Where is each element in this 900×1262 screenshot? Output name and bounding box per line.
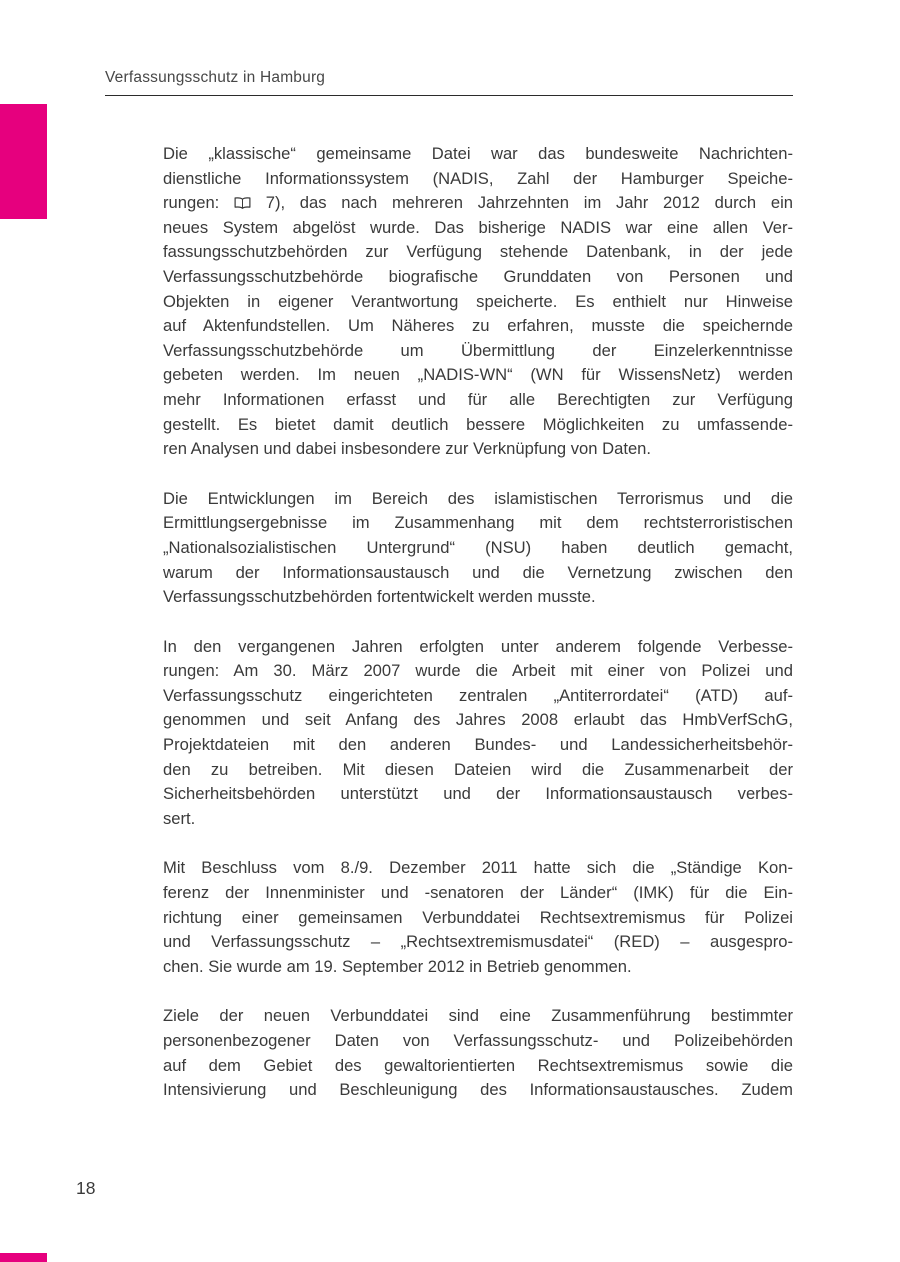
text-line: Ziele der neuen Verbunddatei sind eine Zusammenführung bestimmter [163, 1006, 793, 1026]
text-line: dienstliche Informationssystem (NADIS, Zahl der Hamburger Speiche- [163, 168, 793, 188]
text-line: sert. [163, 808, 196, 828]
text-line: Die Entwicklungen im Bereich des islamistischen Terrorismus und die [163, 488, 793, 508]
text-line: chen. Sie wurde am 19. September 2012 in Betrieb genommen. [163, 956, 632, 976]
text-line: richtung einer gemeinsamen Verbunddatei Rechtsextremismus für Polizei [163, 907, 793, 927]
paragraph [163, 142, 793, 462]
text-line: genommen und seit Anfang des Jahres 2008 erlaubt das HmbVerfSchG, [163, 710, 793, 730]
text-line: auf Aktenfundstellen. Um Näheres zu erfahren, musste die speichernde [163, 316, 793, 336]
text-line: Objekten in eigener Verantwortung speicherte. Es enthielt nur Hinweise [163, 291, 793, 311]
body-text [163, 142, 793, 1103]
text-line: auf dem Gebiet des gewaltorientierten Rechtsextremismus sowie die [163, 1055, 793, 1075]
text-line: neues System abgelöst wurde. Das bisherige NADIS war eine allen Ver- [163, 217, 793, 237]
text-line: Verfassungsschutzbehörde biografische Grunddaten von Personen und [163, 266, 793, 286]
text-line: Intensivierung und Beschleunigung des Informationsaustausches. Zudem [163, 1080, 793, 1100]
text-line: Sicherheitsbehörden unterstützt und der Informationsaustausch verbes- [163, 784, 793, 804]
text-line: Verfassungsschutzbehörde um Übermittlung der Einzelerkenntnisse [163, 340, 793, 360]
text-line: gebeten werden. Im neuen „NADIS-WN“ (WN für WissensNetz) werden [163, 365, 793, 385]
paragraph [163, 856, 793, 979]
text-line: personenbezogener Daten von Verfassungsschutz- und Polizeibehörden [163, 1031, 793, 1050]
text-line: den zu betreiben. Mit diesen Dateien wird die Zusammenarbeit der [163, 759, 793, 779]
bottom-edge-marker [0, 1253, 47, 1262]
text-line: mehr Informationen erfasst und für alle Berechtigten zur Verfügung [163, 389, 793, 409]
text-line: rungen: 7), das nach mehreren Jahrzehnten im Jahr 2012 durch ein [163, 193, 793, 213]
text-line: Die „klassische“ gemeinsame Datei war das bundesweite Nachrichten- [163, 144, 793, 163]
text-line: Verfassungsschutz eingerichteten zentralen „Antiterrordatei“ (ATD) auf- [163, 685, 793, 705]
text-line: Mit Beschluss vom 8./9. Dezember 2011 hatte sich die „Ständige Kon- [163, 858, 793, 878]
text-line: In den vergangenen Jahren erfolgten unter anderem folgende Verbesse- [163, 636, 793, 656]
text-line: ren Analysen und dabei insbesondere zur Verknüpfung von Daten. [163, 439, 652, 459]
page-number: 18 [76, 1178, 96, 1198]
text-line: rungen: Am 30. März 2007 wurde die Arbeit mit einer von Polizei und [163, 661, 793, 681]
text-line: gestellt. Es bietet damit deutlich bessere Möglichkeiten zu umfassende- [163, 414, 793, 434]
paragraph [163, 487, 793, 610]
header-rule [105, 95, 793, 96]
text-line: Verfassungsschutzbehörden fortentwickelt werden musste. [163, 587, 596, 607]
text-line: warum der Informationsaustausch und die Vernetzung zwischen den [163, 562, 793, 582]
text-line: Projektdateien mit den anderen Bundes- und Landessicherheitsbehör- [163, 735, 793, 755]
chapter-tab-marker [0, 104, 47, 219]
paragraph [163, 1004, 793, 1102]
text-line: Ermittlungsergebnisse im Zusammenhang mit dem rechtsterroristischen [163, 513, 793, 533]
text-line: fassungsschutzbehörden zur Verfügung stehende Datenbank, in der jede [163, 242, 793, 262]
text-line: und Verfassungsschutz – „Rechtsextremismusdatei“ (RED) – ausgespro- [163, 932, 793, 952]
text-line: ferenz der Innenminister und -senatoren der Länder“ (IMK) für die Ein- [163, 883, 793, 903]
open-book-icon [234, 197, 251, 209]
paragraph [163, 635, 793, 832]
running-header: Verfassungsschutz in Hamburg [105, 69, 326, 86]
text-line: „Nationalsozialistischen Untergrund“ (NSU) haben deutlich gemacht, [163, 537, 793, 557]
